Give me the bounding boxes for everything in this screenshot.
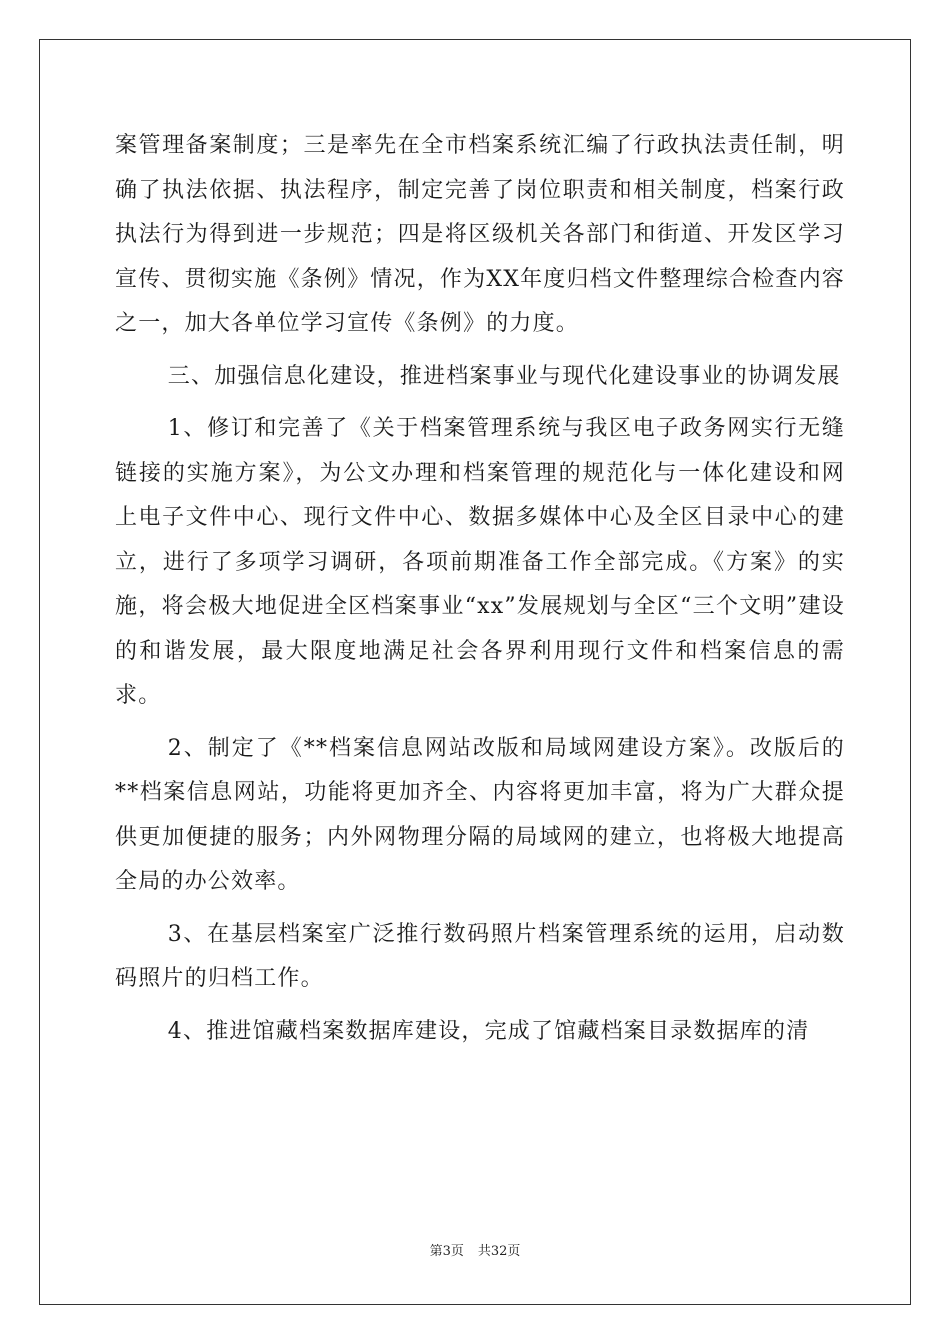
- document-body: [115, 124, 845, 1062]
- paragraph: 案管理备案制度；三是率先在全市档案系统汇编了行政执法责任制，明确了执法依据、执法程序，制定完善了岗位职责和相关制度，档案行政执法行为得到进一步规范；四是将区级机关各部门和街道、开发区学习宣传、贯彻实施《条例》情况，作为XX年度归档文件整理综合检查内容之一，加大各单位学习宣传《条例》的力度。: [115, 133, 845, 336]
- page-number: 第3页: [429, 1244, 464, 1259]
- section-heading: 三、加强信息化建设，推进档案事业与现代化建设事业的协调发展: [167, 363, 841, 389]
- paragraph: 1、修订和完善了《关于档案管理系统与我区电子政务网实行无缝链接的实施方案》，为公文办理和档案管理的规范化与一体化建设和网上电子文件中心、现行文件中心、数据多媒体中心及全区目录中心的建立，进行了多项学习调研，各项前期准备工作全部完成。《方案》的实施，将会极大地促进全区档案事业“xx”发展规划与全区“三个文明”建设的和谐发展，最大限度地满足社会各界利用现行文件和档案信息的需求。: [115, 416, 845, 708]
- paragraph: 4、推进馆藏档案数据库建设，完成了馆藏档案目录数据库的清: [167, 1018, 810, 1044]
- page-total: 共32页: [477, 1244, 521, 1259]
- page-footer: [0, 1240, 950, 1259]
- paragraph: 2、制定了《**档案信息网站改版和局域网建设方案》。改版后的**档案信息网站，功能将更加齐全、内容将更加丰富，将为广大群众提供更加便捷的服务；内外网物理分隔的局域网的建立，也将极大地提高全局的办公效率。: [115, 735, 845, 894]
- paragraph: 3、在基层档案室广泛推行数码照片档案管理系统的运用，启动数码照片的归档工作。: [115, 921, 845, 991]
